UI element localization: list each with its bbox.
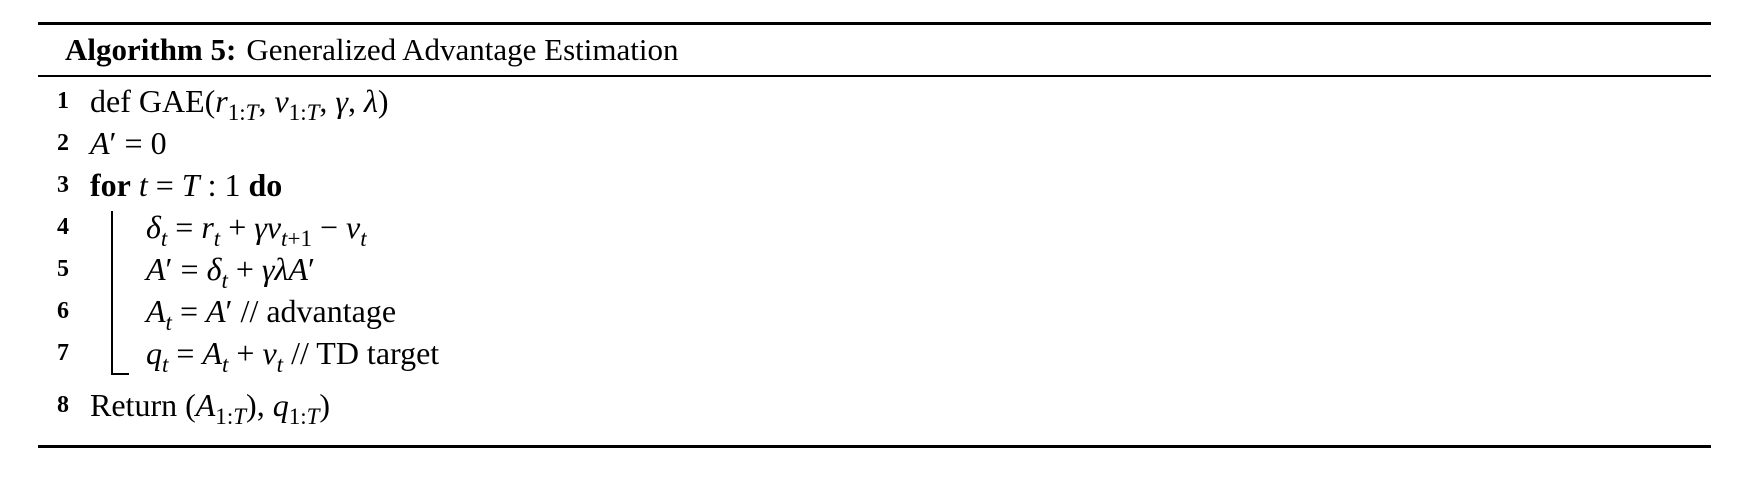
algorithm-box xyxy=(38,22,1711,448)
code-comment: // TD target xyxy=(291,335,440,371)
code-text: $\delta_t = r_t + \gamma v_{t+1} - v_t$ xyxy=(146,209,367,252)
line-number: 4 xyxy=(57,214,69,240)
loop-block-foot xyxy=(111,373,129,375)
code-text: for t = T : 1 do xyxy=(90,167,283,203)
code-text: A′ = 0 xyxy=(90,125,167,161)
code-text: $A' = \delta_t + \gamma\lambda A'$ xyxy=(146,251,315,294)
code-text: $A_t = A'$ // advantage xyxy=(146,293,397,336)
line-number: 8 xyxy=(57,392,69,418)
code-text: Return $(A_{1:T})$, $q_{1:T}$) xyxy=(90,387,331,430)
algorithm-body xyxy=(38,77,1711,445)
line-number: 7 xyxy=(57,340,69,366)
algorithm-title: Generalized Advantage Estimation xyxy=(246,32,679,67)
algorithm-caption xyxy=(38,25,1711,75)
loop-block-bar xyxy=(111,211,113,375)
code-text: def $GAE(r_{1:T}$, $v_{1:T}$, γ, λ) xyxy=(90,83,389,126)
bottom-rule xyxy=(38,445,1711,448)
algorithm-label: Algorithm 5: xyxy=(65,32,237,67)
code-text: $q_t = A_t + v_t$ // TD target xyxy=(146,335,440,378)
line-number: 2 xyxy=(57,130,69,156)
line-number: 6 xyxy=(57,298,69,324)
line-number: 5 xyxy=(57,256,69,282)
line-number: 1 xyxy=(57,88,69,114)
code-comment: // advantage xyxy=(240,293,397,329)
line-number: 3 xyxy=(57,172,69,198)
